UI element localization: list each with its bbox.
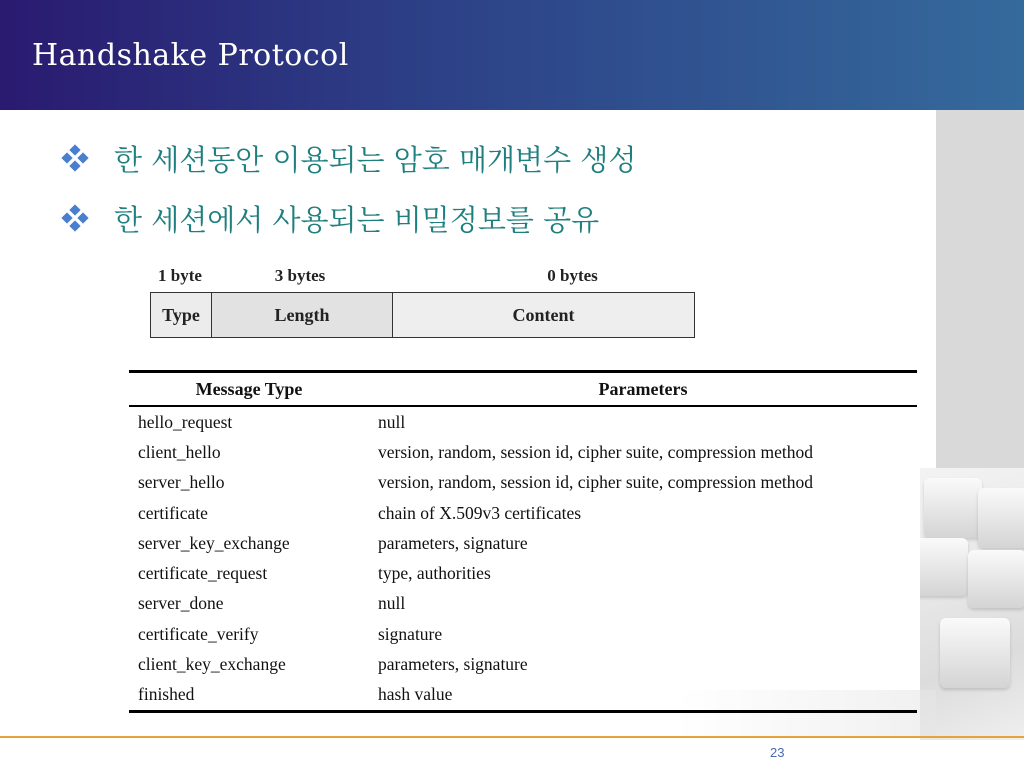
parameters-cell: version, random, session id, cipher suite, compression method: [378, 472, 813, 493]
keyboard-key-image: [978, 488, 1024, 548]
parameters-cell: signature: [378, 623, 443, 644]
parameters-cell: type, authorities: [378, 563, 491, 584]
message-type-cell: server_hello: [138, 472, 225, 493]
message-type-cell: finished: [129, 680, 369, 712]
keyboard-key-image: [968, 550, 1024, 608]
message-type-cell: client_key_exchange: [138, 654, 286, 675]
bullet-text: 한 세션에서 사용되는 비밀정보를 공유: [114, 202, 600, 237]
column-header-message-type: Message Type: [129, 372, 369, 407]
column-header-parameters: Parameters: [369, 372, 917, 407]
bullet-item: [62, 138, 636, 178]
message-type-cell: server_key_exchange: [138, 532, 290, 553]
bullet-text: 한 세션동안 이용되는 암호 매개변수 생성: [114, 142, 637, 177]
table-row: [129, 468, 917, 498]
handshake-format-diagram: [150, 292, 695, 338]
message-type-cell: server_done: [138, 593, 224, 614]
parameters-cell: null: [378, 411, 406, 432]
content-field: Content: [393, 293, 694, 337]
length-field: Length: [212, 293, 393, 337]
table-row: [129, 498, 917, 528]
format-size-labels: [150, 266, 695, 288]
keyboard-key-image: [920, 538, 968, 596]
table-row: [129, 680, 917, 712]
length-size-label: 3 bytes: [274, 266, 326, 285]
keyboard-key-image: [924, 478, 982, 538]
keyboard-key-image: [940, 618, 1010, 688]
slide-header: [0, 0, 1024, 110]
footer-divider: [0, 736, 1024, 738]
message-type-cell: certificate_request: [138, 563, 268, 584]
bullet-list: [62, 138, 636, 258]
slide-title: Handshake Protocol: [32, 38, 349, 73]
table-header-row: [129, 372, 917, 407]
table-row: [129, 589, 917, 619]
parameters-cell: null: [378, 593, 406, 614]
table-row: [129, 649, 917, 679]
page-number: 23: [770, 745, 785, 760]
message-type-cell: hello_request: [138, 411, 233, 432]
message-type-cell: certificate: [138, 502, 208, 523]
table-row: [129, 406, 917, 437]
table-row: [129, 558, 917, 588]
type-field: Type: [151, 293, 212, 337]
bullet-item: [62, 198, 636, 238]
message-type-table: [129, 370, 917, 713]
message-type-cell: client_hello: [138, 441, 221, 462]
diamond-bullet-icon: [62, 205, 88, 231]
table-row: [129, 437, 917, 467]
content-size-label: 0 bytes: [547, 266, 598, 285]
message-type-cell: certificate_verify: [138, 623, 259, 644]
table-row: [129, 619, 917, 649]
parameters-cell: version, random, session id, cipher suite, compression method: [378, 441, 813, 462]
table-row: [129, 528, 917, 558]
diamond-bullet-icon: [62, 145, 88, 171]
parameters-cell: parameters, signature: [378, 654, 528, 675]
parameters-cell: chain of X.509v3 certificates: [378, 502, 582, 523]
type-size-label: 1 byte: [158, 266, 202, 285]
parameters-cell: hash value: [369, 680, 917, 712]
parameters-cell: parameters, signature: [378, 532, 528, 553]
